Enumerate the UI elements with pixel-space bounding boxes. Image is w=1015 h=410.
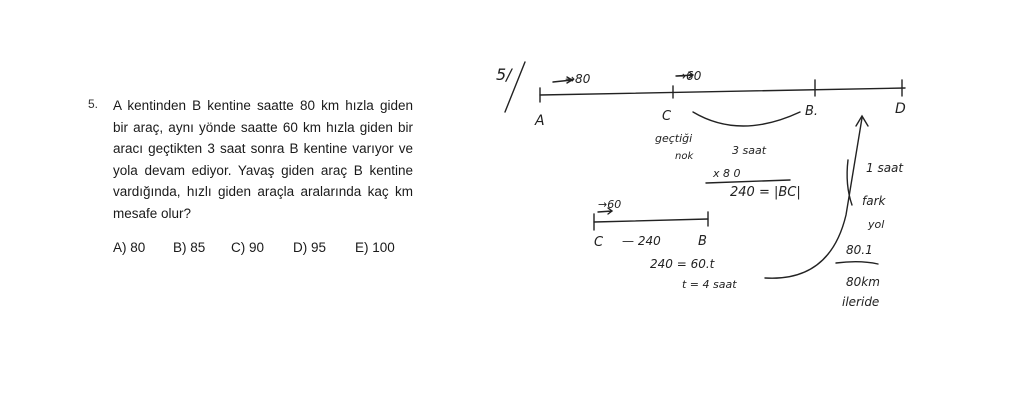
route-line bbox=[540, 88, 905, 95]
segment-distance: — 240 bbox=[622, 234, 661, 248]
segment-point-c: C bbox=[594, 235, 604, 250]
point-b: B. bbox=[805, 104, 819, 119]
question-line: mesafe olur? bbox=[113, 205, 192, 221]
equation-1: 240 = 60.t bbox=[650, 257, 715, 271]
side-note-1: 1 saat bbox=[866, 161, 904, 175]
side-note-5: 80km bbox=[846, 275, 880, 289]
point-c: C bbox=[662, 109, 672, 124]
side-underline bbox=[836, 262, 878, 264]
calc-hours: 3 saat bbox=[732, 144, 767, 157]
speed-fast-label: →80 bbox=[565, 72, 591, 86]
calc-result: 240 = |BC| bbox=[730, 185, 801, 200]
equation-2: t = 4 saat bbox=[682, 278, 737, 291]
option-a[interactable]: A) 80 bbox=[113, 240, 146, 255]
note-passed-line2: nok bbox=[675, 151, 694, 162]
calc-multiply: x 8 0 bbox=[713, 167, 741, 180]
calc-underline bbox=[706, 180, 790, 183]
segment-cb bbox=[594, 219, 708, 222]
segment-speed: →60 bbox=[598, 198, 622, 211]
side-note-2: fark bbox=[862, 194, 886, 208]
question-number: 5. bbox=[88, 97, 99, 111]
question-line: aracı geçtikten 3 saat sonra B kentine varıyor ve bbox=[113, 141, 413, 156]
speed-slow-label: →60 bbox=[676, 69, 702, 83]
option-b[interactable]: B) 85 bbox=[173, 240, 206, 255]
question-line: vardığında, hızlı giden araçla aralarında kaç km bbox=[113, 184, 413, 199]
side-note-6: ileride bbox=[842, 295, 880, 309]
segment-point-b: B bbox=[698, 234, 707, 249]
side-note-4: 80.1 bbox=[846, 243, 873, 257]
option-c[interactable]: C) 90 bbox=[231, 240, 265, 255]
arc-c-b bbox=[693, 112, 800, 126]
option-e[interactable]: E) 100 bbox=[355, 240, 395, 255]
point-a: A bbox=[535, 113, 545, 129]
side-note-3: yol bbox=[868, 218, 885, 231]
question-line: yola devam ediyor. Yavaş giden araç B kentine bbox=[113, 162, 413, 178]
question-line: A kentinden B kentine saatte 80 km hızla giden bbox=[113, 98, 413, 113]
problem-mark: 5/ bbox=[496, 65, 512, 84]
point-d: D bbox=[895, 101, 906, 117]
question-line: bir araç, aynı yönde saatte 60 km hızla giden bir bbox=[113, 119, 413, 135]
note-passed-line1: geçtiği bbox=[655, 132, 693, 145]
option-d[interactable]: D) 95 bbox=[293, 240, 327, 255]
